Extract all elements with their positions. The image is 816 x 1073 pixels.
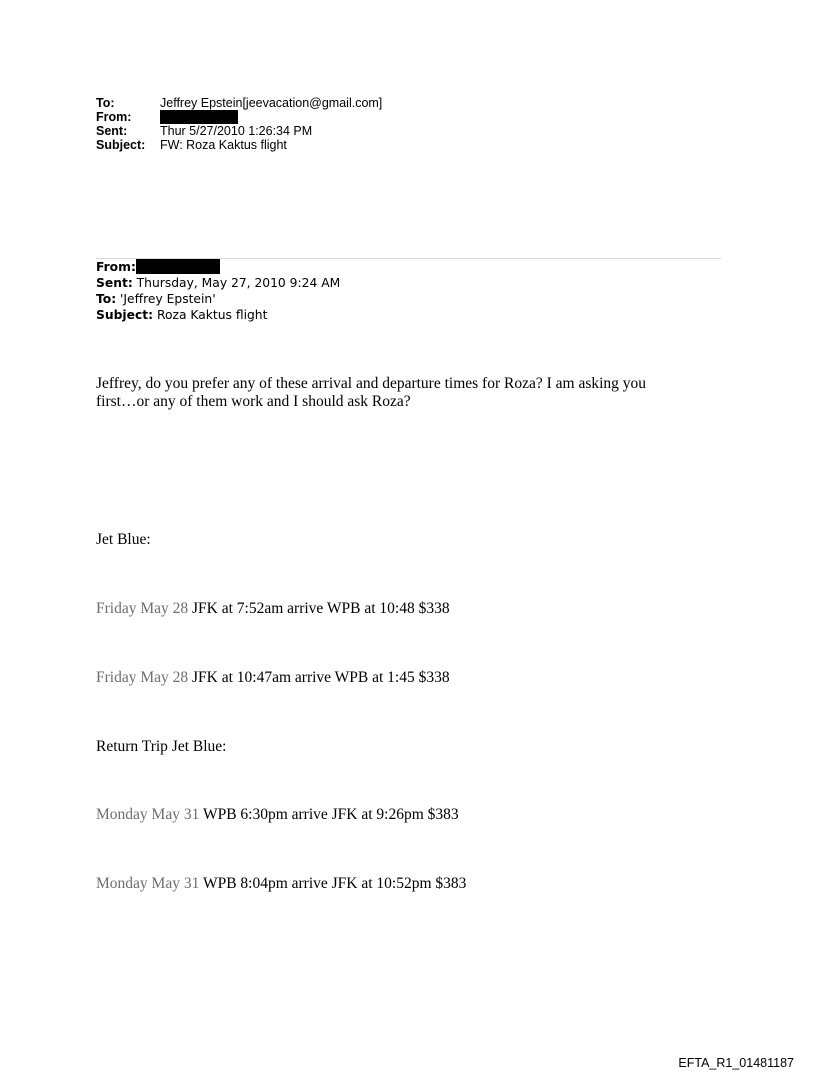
forwarded-sent-label: Sent:	[96, 276, 133, 290]
forwarded-to-value: 'Jeffrey Epstein'	[120, 292, 216, 306]
to-value: Jeffrey Epstein[jeevacation@gmail.com]	[160, 96, 383, 110]
forwarded-header	[96, 259, 340, 323]
header-subject-row	[96, 138, 382, 152]
forwarded-to-row	[96, 291, 340, 307]
forwarded-subject-label: Subject:	[96, 308, 154, 322]
flight-details: WPB 8:04pm arrive JFK at 10:52pm $383	[202, 875, 467, 892]
redaction-bar	[136, 259, 220, 274]
forwarded-subject-value: Roza Kaktus flight	[156, 308, 268, 322]
flight-day: Friday May 28	[96, 669, 189, 686]
flight-details: JFK at 7:52am arrive WPB at 10:48 $338	[192, 600, 450, 617]
flight-day: Monday May 31	[96, 806, 200, 823]
subject-value: FW: Roza Kaktus flight	[160, 138, 287, 152]
flight-line	[96, 806, 459, 824]
outbound-heading: Jet Blue:	[96, 531, 151, 548]
forwarded-sent-value: Thursday, May 27, 2010 9:24 AM	[136, 276, 341, 290]
forwarded-subject-row	[96, 307, 340, 323]
subject-label: Subject:	[96, 138, 146, 152]
sent-label: Sent:	[96, 124, 128, 138]
header-to-row	[96, 96, 382, 110]
sent-value: Thur 5/27/2010 1:26:34 PM	[160, 124, 313, 138]
email-header	[96, 96, 382, 152]
intro-line: first…or any of them work and I should ask Roza?	[96, 393, 411, 410]
redaction-bar	[160, 110, 238, 124]
from-label: From:	[96, 110, 132, 124]
flight-details: WPB 6:30pm arrive JFK at 9:26pm $383	[202, 806, 459, 823]
header-from-row	[96, 110, 382, 124]
flight-day: Friday May 28	[96, 600, 189, 617]
return-heading: Return Trip Jet Blue:	[96, 738, 227, 755]
flight-details: JFK at 10:47am arrive WPB at 1:45 $338	[192, 669, 450, 686]
forwarded-from-row	[96, 259, 340, 275]
forwarded-from-label: From:	[96, 260, 136, 274]
flight-day: Monday May 31	[96, 875, 200, 892]
flight-line	[96, 600, 450, 618]
forwarded-sent-row	[96, 275, 340, 291]
to-label: To:	[96, 96, 115, 110]
flight-line	[96, 669, 450, 687]
intro-paragraph	[96, 375, 646, 411]
intro-line: Jeffrey, do you prefer any of these arrival and departure times for Roza? I am asking you	[96, 375, 647, 392]
forwarded-to-label: To:	[96, 292, 117, 306]
document-id: EFTA_R1_01481187	[678, 1056, 794, 1070]
flight-line	[96, 875, 466, 893]
header-sent-row	[96, 124, 382, 138]
